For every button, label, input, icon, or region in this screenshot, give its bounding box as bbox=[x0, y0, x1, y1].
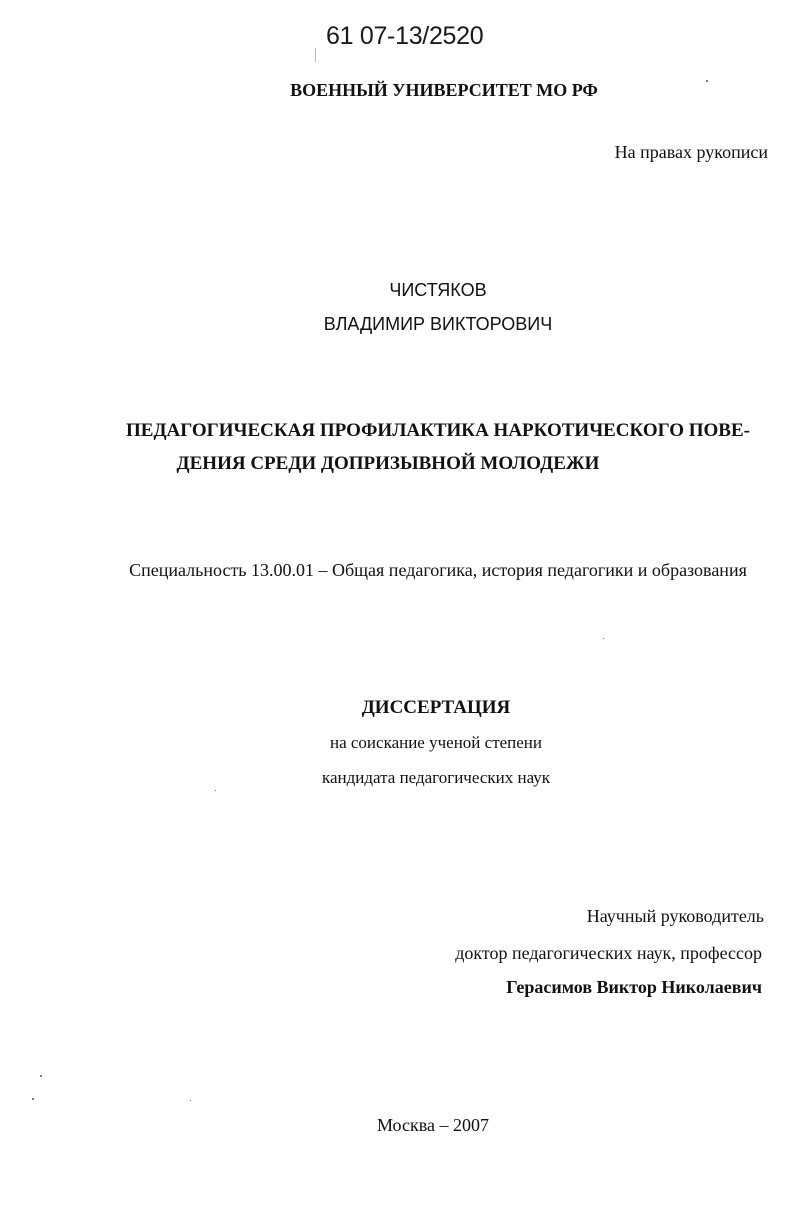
supervisor-name: Герасимов Виктор Николаевич bbox=[506, 977, 762, 997]
degree-line-1: на соискание ученой степени bbox=[329, 733, 543, 752]
supervisor-role: Научный руководитель bbox=[586, 906, 764, 926]
university-name: ВОЕННЫЙ УНИВЕРСИТЕТ МО РФ bbox=[290, 80, 598, 100]
author-given-names: ВЛАДИМИР ВИКТОРОВИЧ bbox=[323, 314, 553, 334]
archive-stamp-number: 61 07-13/2520 bbox=[326, 22, 484, 50]
manuscript-rights-note: На правах рукописи bbox=[614, 142, 768, 162]
scan-speck bbox=[706, 80, 708, 82]
scan-mark bbox=[315, 48, 316, 62]
specialty-line: Специальность 13.00.01 – Общая педагогика, история педагогики и образования bbox=[129, 560, 747, 580]
scan-speck bbox=[190, 1100, 191, 1101]
work-type-heading: ДИССЕРТАЦИЯ bbox=[361, 697, 511, 718]
scan-speck bbox=[40, 1075, 42, 1077]
city-year: Москва – 2007 bbox=[377, 1115, 489, 1135]
degree-line-2: кандидата педагогических наук bbox=[321, 768, 551, 787]
scan-speck bbox=[215, 790, 216, 791]
dissertation-title-line-1: ПЕДАГОГИЧЕСКАЯ ПРОФИЛАКТИКА НАРКОТИЧЕСКОГО ПОВЕ- bbox=[126, 420, 750, 441]
dissertation-title-line-2: ДЕНИЯ СРЕДИ ДОПРИЗЫВНОЙ МОЛОДЕЖИ bbox=[176, 453, 600, 474]
author-surname: ЧИСТЯКОВ bbox=[389, 280, 487, 300]
scan-speck bbox=[32, 1098, 34, 1100]
scan-speck bbox=[603, 638, 604, 639]
supervisor-credentials: доктор педагогических наук, профессор bbox=[455, 943, 762, 963]
